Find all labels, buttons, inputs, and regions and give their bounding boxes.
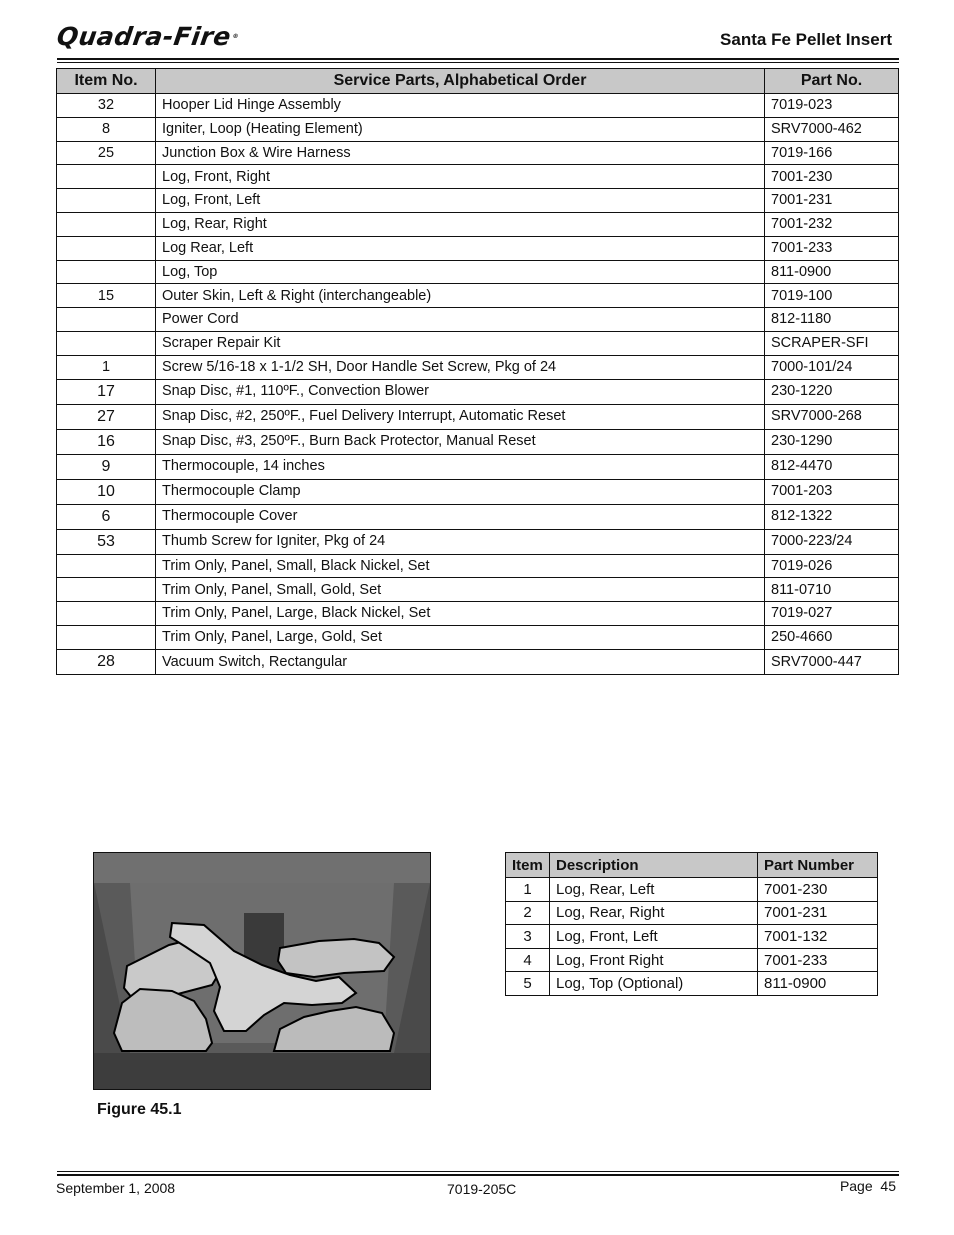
- item-cell: 15: [57, 284, 156, 308]
- description-cell: Hooper Lid Hinge Assembly: [156, 94, 765, 118]
- quadra-fire-logo: [55, 22, 240, 52]
- table-row: [57, 602, 899, 626]
- table-row: [57, 165, 899, 189]
- item-cell: [57, 165, 156, 189]
- firebox-photo: [94, 853, 430, 1089]
- table-row: [57, 479, 899, 504]
- item-cell: [57, 212, 156, 236]
- col-part-no: Part No.: [765, 69, 899, 94]
- table-row: [506, 901, 878, 925]
- table-row: [57, 236, 899, 260]
- part-number-cell: 7000-223/24: [765, 529, 899, 554]
- part-number-cell: 812-1322: [765, 504, 899, 529]
- col-log-description: Description: [550, 853, 758, 878]
- footer-date: September 1, 2008: [56, 1180, 176, 1196]
- table-row: [57, 625, 899, 649]
- table-row: [57, 404, 899, 429]
- part-number-cell: SCRAPER-SFI: [765, 331, 899, 355]
- col-item-no: Item No.: [57, 69, 156, 94]
- item-cell: 1: [506, 878, 550, 902]
- description-cell: Trim Only, Panel, Small, Black Nickel, Set: [156, 554, 765, 578]
- item-cell: [57, 625, 156, 649]
- log-parts-table: [505, 852, 878, 996]
- part-number-cell: 7019-026: [765, 554, 899, 578]
- item-cell: [57, 331, 156, 355]
- part-number-cell: 7001-233: [765, 236, 899, 260]
- table-row: [57, 355, 899, 379]
- table-row: [57, 284, 899, 308]
- figure-caption: Figure 45.1: [97, 1101, 182, 1118]
- description-cell: Junction Box & Wire Harness: [156, 141, 765, 165]
- item-cell: 25: [57, 141, 156, 165]
- part-number-cell: SRV7000-462: [765, 117, 899, 141]
- description-cell: Power Cord: [156, 308, 765, 332]
- description-cell: Trim Only, Panel, Large, Gold, Set: [156, 625, 765, 649]
- part-number-cell: 7001-230: [758, 878, 878, 902]
- item-cell: 53: [57, 529, 156, 554]
- part-number-cell: 7001-230: [765, 165, 899, 189]
- part-number-cell: 7001-232: [765, 212, 899, 236]
- item-cell: 27: [57, 404, 156, 429]
- part-number-cell: 811-0900: [758, 972, 878, 996]
- item-cell: 16: [57, 429, 156, 454]
- item-cell: [57, 602, 156, 626]
- item-cell: 28: [57, 649, 156, 674]
- header-rule-thin: [57, 62, 899, 63]
- table-row: [57, 429, 899, 454]
- description-cell: Thermocouple Cover: [156, 504, 765, 529]
- document-title: Santa Fe Pellet Insert: [720, 30, 892, 49]
- part-number-cell: 230-1290: [765, 429, 899, 454]
- table-row: [506, 925, 878, 949]
- description-cell: Snap Disc, #2, 250ºF., Fuel Delivery Interrupt, Automatic Reset: [156, 404, 765, 429]
- description-cell: Thermocouple Clamp: [156, 479, 765, 504]
- table-row: [57, 331, 899, 355]
- parts-table-header: [57, 69, 899, 94]
- item-cell: 17: [57, 379, 156, 404]
- logs-table-header: [506, 853, 878, 878]
- footer-doc-number: 7019-205C: [447, 1181, 517, 1197]
- part-number-cell: 7019-166: [765, 141, 899, 165]
- part-number-cell: 250-4660: [765, 625, 899, 649]
- part-number-cell: 7001-132: [758, 925, 878, 949]
- table-row: [57, 649, 899, 674]
- col-description: Service Parts, Alphabetical Order: [156, 69, 765, 94]
- table-row: [57, 529, 899, 554]
- item-cell: 4: [506, 948, 550, 972]
- description-cell: Igniter, Loop (Heating Element): [156, 117, 765, 141]
- description-cell: Log, Rear, Right: [550, 901, 758, 925]
- part-number-cell: 811-0710: [765, 578, 899, 602]
- description-cell: Log, Front, Left: [550, 925, 758, 949]
- part-number-cell: 7001-233: [758, 948, 878, 972]
- item-cell: 3: [506, 925, 550, 949]
- col-item: Item: [506, 853, 550, 878]
- table-row: [57, 308, 899, 332]
- description-cell: Log, Rear, Left: [550, 878, 758, 902]
- item-cell: 10: [57, 479, 156, 504]
- description-cell: Snap Disc, #1, 110ºF., Convection Blower: [156, 379, 765, 404]
- description-cell: Log, Rear, Right: [156, 212, 765, 236]
- col-part-number: Part Number: [758, 853, 878, 878]
- table-row: [57, 141, 899, 165]
- description-cell: Log Rear, Left: [156, 236, 765, 260]
- part-number-cell: 811-0900: [765, 260, 899, 284]
- description-cell: Outer Skin, Left & Right (interchangeable): [156, 284, 765, 308]
- table-row: [57, 454, 899, 479]
- item-cell: [57, 189, 156, 213]
- table-row: [57, 212, 899, 236]
- footer-rule: [57, 1174, 899, 1176]
- item-cell: 1: [57, 355, 156, 379]
- item-cell: [57, 236, 156, 260]
- part-number-cell: 7001-203: [765, 479, 899, 504]
- table-row: [57, 117, 899, 141]
- part-number-cell: 7019-027: [765, 602, 899, 626]
- item-cell: 9: [57, 454, 156, 479]
- item-cell: 5: [506, 972, 550, 996]
- part-number-cell: 7000-101/24: [765, 355, 899, 379]
- part-number-cell: 7019-023: [765, 94, 899, 118]
- table-row: [57, 94, 899, 118]
- table-row: [57, 578, 899, 602]
- table-row: [57, 379, 899, 404]
- description-cell: Thermocouple, 14 inches: [156, 454, 765, 479]
- footer-rule-thin: [57, 1171, 899, 1172]
- item-cell: 32: [57, 94, 156, 118]
- description-cell: Snap Disc, #3, 250ºF., Burn Back Protector, Manual Reset: [156, 429, 765, 454]
- table-row: [506, 878, 878, 902]
- table-row: [506, 948, 878, 972]
- description-cell: Log, Front, Left: [156, 189, 765, 213]
- footer-page-number: Page 45: [839, 1178, 896, 1194]
- description-cell: Thumb Screw for Igniter, Pkg of 24: [156, 529, 765, 554]
- table-row: [57, 189, 899, 213]
- item-cell: [57, 554, 156, 578]
- part-number-cell: 812-1180: [765, 308, 899, 332]
- description-cell: Log, Front, Right: [156, 165, 765, 189]
- table-row: [57, 554, 899, 578]
- table-row: [506, 972, 878, 996]
- description-cell: Screw 5/16-18 x 1-1/2 SH, Door Handle Set Screw, Pkg of 24: [156, 355, 765, 379]
- item-cell: 6: [57, 504, 156, 529]
- description-cell: Trim Only, Panel, Large, Black Nickel, Set: [156, 602, 765, 626]
- table-row: [57, 504, 899, 529]
- item-cell: 8: [57, 117, 156, 141]
- service-parts-table: [56, 68, 899, 675]
- part-number-cell: SRV7000-268: [765, 404, 899, 429]
- description-cell: Trim Only, Panel, Small, Gold, Set: [156, 578, 765, 602]
- part-number-cell: 812-4470: [765, 454, 899, 479]
- item-cell: [57, 308, 156, 332]
- part-number-cell: 7019-100: [765, 284, 899, 308]
- part-number-cell: 7001-231: [765, 189, 899, 213]
- item-cell: 2: [506, 901, 550, 925]
- description-cell: Log, Top: [156, 260, 765, 284]
- description-cell: Scraper Repair Kit: [156, 331, 765, 355]
- item-cell: [57, 260, 156, 284]
- table-row: [57, 260, 899, 284]
- part-number-cell: 7001-231: [758, 901, 878, 925]
- registered-mark: ®: [231, 33, 240, 40]
- part-number-cell: SRV7000-447: [765, 649, 899, 674]
- description-cell: Vacuum Switch, Rectangular: [156, 649, 765, 674]
- item-cell: [57, 578, 156, 602]
- log-placement-figure: [93, 852, 431, 1090]
- header-rule: [57, 58, 899, 60]
- logo-text: Quadra-Fire: [55, 22, 233, 51]
- description-cell: Log, Top (Optional): [550, 972, 758, 996]
- part-number-cell: 230-1220: [765, 379, 899, 404]
- description-cell: Log, Front Right: [550, 948, 758, 972]
